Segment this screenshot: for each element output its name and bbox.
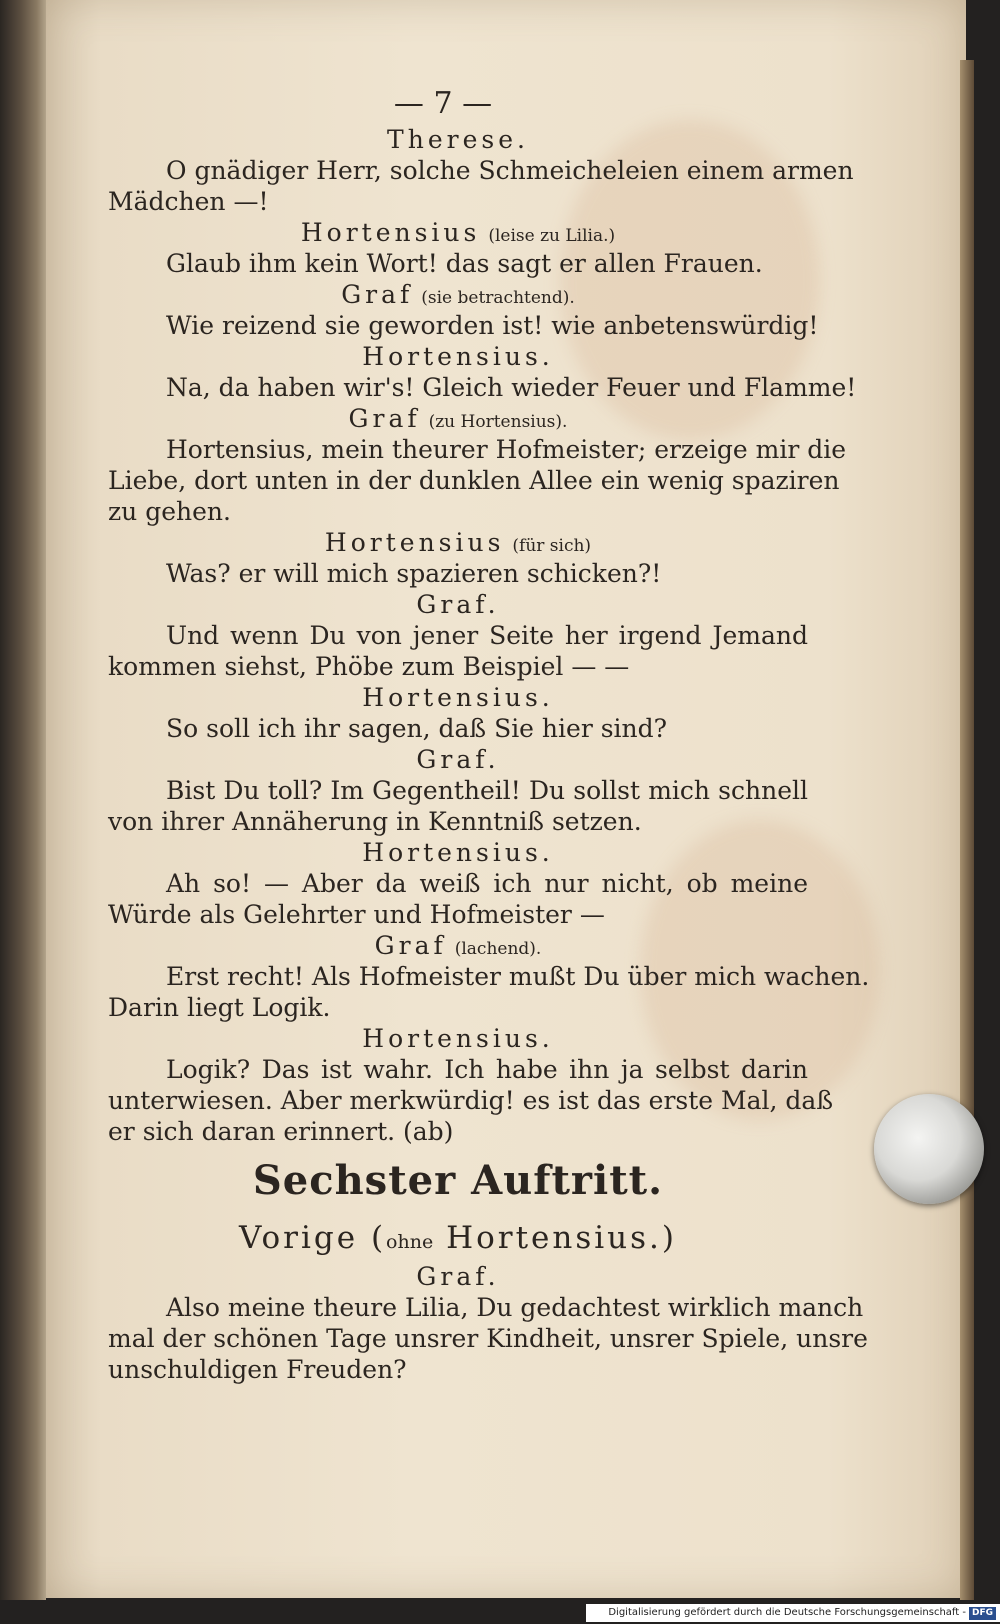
speaker-name: Hortensius. (362, 838, 554, 867)
scene-heading: Sechster Auftritt. (252, 1157, 664, 1204)
text-line: Darin liegt Logik. (108, 993, 331, 1022)
text-line: zu gehen. (108, 497, 231, 526)
text-line: unterwiesen. Aber merkwürdig! es ist das erste Mal, daß (108, 1086, 834, 1115)
text-line: Liebe, dort unten in der dunklen Allee ein wenig spaziren (108, 466, 840, 495)
speaker-name: Graf (348, 404, 421, 433)
speaker-name: Hortensius. (362, 342, 554, 371)
speaker-line (108, 124, 808, 155)
dialogue-block (108, 124, 870, 1147)
text-line: Erst recht! Als Hofmeister mußt Du über mich wachen. (166, 962, 870, 991)
stage-direction: (zu Hortensius). (428, 412, 568, 432)
stage-direction: (lachend). (454, 939, 542, 959)
text-line: Mädchen —! (108, 187, 269, 216)
text-line: Würde als Gelehrter und Hofmeister — (108, 900, 605, 929)
speaker-line (108, 403, 808, 434)
text-line: O gnädiger Herr, solche Schmeicheleien einem armen (166, 156, 854, 185)
stage-direction: (leise zu Lilia.) (488, 226, 616, 246)
page-number: — 7 — (393, 86, 493, 121)
speaker-name: Graf. (416, 1262, 500, 1291)
scene-cast-text: Vorige ( (238, 1220, 387, 1256)
digitization-footer (586, 1604, 1000, 1622)
speaker-line (108, 279, 808, 310)
page-text (108, 84, 870, 1385)
book-spine-edge (0, 0, 46, 1600)
text-line: er sich daran erinnert. (ab) (108, 1117, 454, 1146)
speaker-line (108, 1261, 808, 1292)
text-line: kommen siehst, Phöbe zum Beispiel — — (108, 652, 630, 681)
page-clip (874, 1094, 984, 1204)
speaker-line (108, 837, 808, 868)
page-right-edge (960, 60, 974, 1600)
text-line: Was? er will mich spazieren schicken?! (166, 559, 662, 588)
text-line: Und wenn Du von jener Seite her irgend Jemand (166, 621, 808, 650)
scene-cast-small: ohne (386, 1231, 434, 1253)
speaker-line (108, 744, 808, 775)
footer-text: Digitalisierung gefördert durch die Deutsche Forschungsgemeinschaft - (608, 1607, 966, 1618)
text-line: Also meine theure Lilia, Du gedachtest wirklich manch (166, 1293, 864, 1322)
speaker-line (108, 1023, 808, 1054)
text-line: mal der schönen Tage unsrer Kindheit, unsrer Spiele, unsre (108, 1324, 868, 1353)
text-line: Ah so! — Aber da weiß ich nur nicht, ob meine (166, 869, 808, 898)
speaker-line (108, 527, 808, 558)
stage-direction: (für sich) (512, 536, 592, 556)
text-line: So soll ich ihr sagen, daß Sie hier sind? (166, 714, 668, 743)
speaker-line (108, 589, 808, 620)
dialogue-block (108, 1261, 868, 1385)
scene-cast-text: Hortensius.) (433, 1220, 678, 1256)
speaker-line (108, 341, 808, 372)
scene-cast (108, 1215, 808, 1261)
speaker-name: Hortensius. (362, 1024, 554, 1053)
speaker-name: Hortensius (300, 218, 481, 247)
speaker-line (108, 217, 808, 248)
text-line: Wie reizend sie geworden ist! wie anbetenswürdig! (166, 311, 819, 340)
speaker-line (108, 682, 808, 713)
speaker-name: Graf. (416, 590, 500, 619)
text-line: Glaub ihm kein Wort! das sagt er allen Frauen. (166, 249, 763, 278)
text-line: Bist Du toll? Im Gegentheil! Du sollst mich schnell (166, 776, 808, 805)
text-line: Hortensius, mein theurer Hofmeister; erzeige mir die (166, 435, 847, 464)
text-line: Logik? Das ist wahr. Ich habe ihn ja selbst darin (166, 1055, 808, 1084)
speaker-name: Graf. (416, 745, 500, 774)
speaker-name: Graf (341, 280, 414, 309)
speaker-name: Graf (374, 931, 447, 960)
text-line: unschuldigen Freuden? (108, 1355, 407, 1384)
speaker-name: Hortensius (324, 528, 505, 557)
dfg-logo: DFG (969, 1607, 996, 1620)
speaker-line (108, 930, 808, 961)
speaker-name: Hortensius. (362, 683, 554, 712)
text-line: Na, da haben wir's! Gleich wieder Feuer und Flamme! (166, 373, 857, 402)
text-line: von ihrer Annäherung in Kenntniß setzen. (108, 807, 642, 836)
stage-direction: (sie betrachtend). (421, 288, 575, 308)
speaker-name: Therese. (387, 125, 529, 154)
